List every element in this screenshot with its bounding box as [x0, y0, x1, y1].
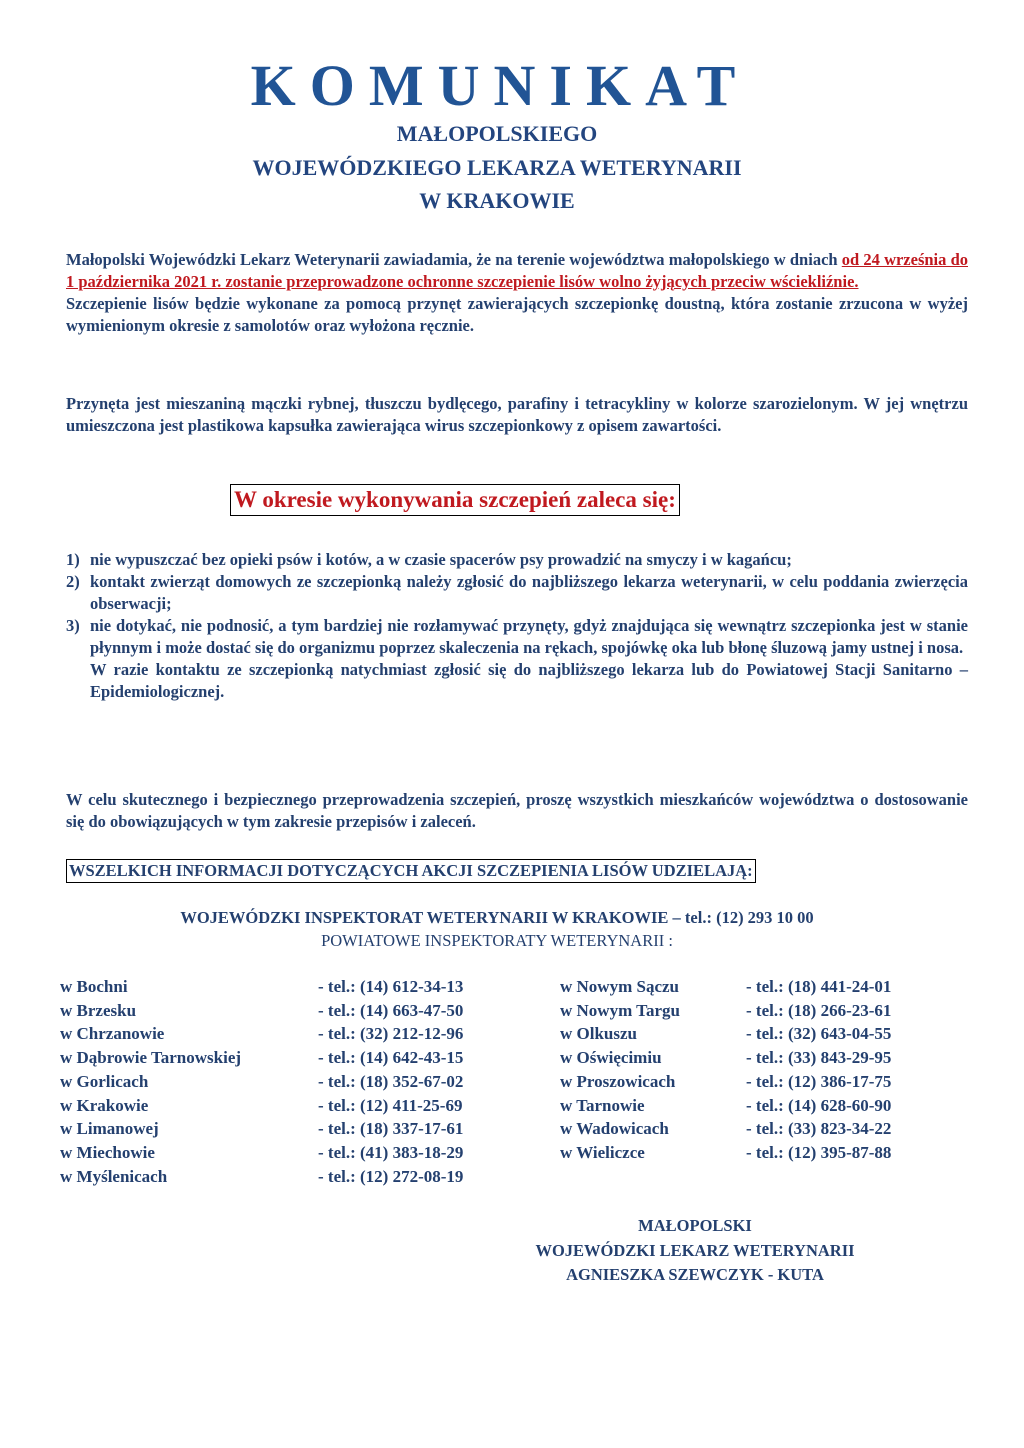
contact-phone: - tel.: (32) 212-12-96: [318, 1024, 464, 1044]
intro-method-text: Szczepienie lisów będzie wykonane za pomocą przynęt zawierających szczepionkę doustną, która zostanie zrzucona w wyżej wymienionym okresie z samolotów oraz wyłożona ręcznie.: [66, 294, 968, 335]
list-item-text: nie dotykać, nie podnosić, a tym bardziej nie rozłamywać przynęty, gdyż znajdująca się wewnątrz szczepionka jest w stanie płynnym i może dostać się do organizmu poprzez skaleczenia na rękach, spojówkę oka lub błonę śluzową jamy ustnej i nosa.: [90, 616, 968, 657]
intro-text: Małopolski Wojewódzki Lekarz Weterynarii zawiadamia, że na terenie województwa małopolskiego w dniach: [66, 250, 842, 269]
contact-row: [560, 1046, 891, 1070]
signature-line-2: WOJEWÓDZKI LEKARZ WETERYNARII: [535, 1241, 855, 1260]
contact-phone: - tel.: (18) 441-24-01: [746, 977, 892, 996]
contact-row: [60, 999, 463, 1023]
subtitle-line-1: MAŁOPOLSKIEGO: [396, 121, 598, 146]
subtitle-line-3: W KRAKOWIE: [419, 188, 575, 213]
subtitle-line-2: WOJEWÓDZKIEGO LEKARZA WETERYNARII: [252, 155, 742, 180]
contact-phone: - tel.: (12) 272-08-19: [318, 1166, 464, 1186]
page-title: KOMUNIKAT: [250, 53, 750, 118]
contact-place: w Oświęcimiu: [560, 1048, 662, 1068]
contact-row: [60, 1141, 463, 1165]
contacts-right-column: [560, 975, 891, 1165]
contact-row: [560, 999, 891, 1023]
contact-place: w Limanowej: [60, 1119, 159, 1139]
contact-place: w Wieliczce: [560, 1142, 645, 1162]
list-item-text: nie wypuszczać bez opieki psów i kotów, a w czasie spacerów psy prowadzić na smyczy i w kagańcu;: [90, 550, 792, 569]
closing-paragraph: W celu skutecznego i bezpiecznego przeprowadzenia szczepień, proszę wszystkich mieszkańców województwa o dostosowanie się do obowiązujących w tym zakresie przepisów i zaleceń.: [66, 790, 968, 831]
info-heading: WSZELKICH INFORMACJI DOTYCZĄCYCH AKCJI SZCZEPIENIA LISÓW UDZIELAJĄ:: [66, 859, 756, 883]
contact-row: [60, 1022, 463, 1046]
contact-row: [560, 1022, 891, 1046]
piw-heading: POWIATOWE INSPEKTORATY WETERYNARII :: [321, 931, 673, 950]
contact-phone: - tel.: (12) 386-17-75: [746, 1071, 892, 1091]
contact-phone: - tel.: (18) 337-17-61: [318, 1119, 464, 1139]
contact-phone: - tel.: (41) 383-18-29: [318, 1142, 464, 1162]
contact-row: [560, 1141, 891, 1165]
list-item: [66, 571, 968, 615]
list-item-number: 1): [66, 550, 80, 569]
contact-place: w Wadowicach: [560, 1119, 669, 1139]
signature-name: AGNIESZKA SZEWCZYK - KUTA: [566, 1265, 824, 1284]
contact-place: w Nowym Sączu: [560, 977, 679, 996]
list-item-number: 3): [66, 616, 80, 635]
contact-row: [60, 1165, 463, 1189]
contact-phone: - tel.: (18) 352-67-02: [318, 1071, 464, 1091]
list-item-number: 2): [66, 572, 80, 591]
contact-phone: - tel.: (33) 823-34-22: [746, 1119, 892, 1139]
contact-phone: - tel.: (12) 411-25-69: [318, 1095, 463, 1115]
contact-place: w Tarnowie: [560, 1095, 645, 1115]
contact-instruction: W razie kontaktu ze szczepionką natychmiast zgłosić się do najbliższego lekarza lub do Powiatowej Stacji Sanitarno – Epidemiologicznej.: [90, 660, 968, 701]
contact-place: w Olkuszu: [560, 1024, 637, 1044]
contact-phone: - tel.: (14) 642-43-15: [318, 1048, 464, 1068]
intro-paragraph: [66, 249, 968, 337]
list-item: [66, 615, 968, 659]
contact-phone: - tel.: (14) 612-34-13: [318, 977, 464, 996]
contact-place: w Nowym Targu: [560, 1000, 680, 1020]
contact-row: [60, 975, 463, 999]
contact-row: [60, 1117, 463, 1141]
contact-phone: - tel.: (14) 628-60-90: [746, 1095, 892, 1115]
contact-place: w Miechowie: [60, 1142, 155, 1162]
list-item: [66, 549, 968, 571]
contact-phone: - tel.: (33) 843-29-95: [746, 1048, 892, 1068]
contact-place: w Myślenicach: [60, 1166, 168, 1186]
signature-line-1: MAŁOPOLSKI: [638, 1216, 752, 1235]
contacts-left-column: [60, 975, 463, 1188]
contact-row: [60, 1046, 463, 1070]
contact-place: w Chrzanowie: [60, 1024, 165, 1044]
wiw-contact-line: WOJEWÓDZKI INSPEKTORAT WETERYNARII W KRAKOWIE – tel.: (12) 293 10 00: [180, 908, 814, 927]
contact-phone: - tel.: (18) 266-23-61: [746, 1000, 892, 1020]
contact-place: w Brzesku: [60, 1000, 137, 1020]
contact-place: w Proszowicach: [560, 1071, 676, 1091]
contact-row: [560, 1094, 891, 1118]
contact-row: [560, 1070, 891, 1094]
contact-row: [560, 1117, 891, 1141]
contact-row: [60, 1094, 463, 1118]
contact-row: [560, 975, 891, 999]
contact-phone: - tel.: (14) 663-47-50: [318, 1000, 464, 1020]
contact-place: w Gorlicach: [60, 1071, 149, 1091]
contact-row: [60, 1070, 463, 1094]
bait-description: Przynęta jest mieszaniną mączki rybnej, tłuszczu bydlęcego, parafiny i tetracykliny w kolorze szarozielonym. W jej wnętrzu umieszczona jest plastikowa kapsułka zawierająca wirus szczepionkowy z opisem zawartości.: [66, 394, 968, 435]
contact-place: w Bochni: [60, 977, 128, 996]
contact-place: w Dąbrowie Tarnowskiej: [60, 1048, 242, 1068]
contact-phone: - tel.: (12) 395-87-88: [746, 1142, 892, 1162]
recommendations-heading: W okresie wykonywania szczepień zaleca się:: [230, 484, 680, 516]
vaccination-dates-highlight: od 24 września do 1 października 2021 r. zostanie przeprowadzone ochronne szczepienie lisów wolno żyjących przeciw wściekliźnie.: [66, 250, 968, 291]
recommendations-list: [66, 549, 968, 703]
contact-phone: - tel.: (32) 643-04-55: [746, 1024, 892, 1044]
contact-place: w Krakowie: [60, 1095, 149, 1115]
list-item-text: kontakt zwierząt domowych ze szczepionką należy zgłosić do najbliższego lekarza weterynarii, w celu poddania zwierzęcia obserwacji;: [90, 572, 968, 613]
